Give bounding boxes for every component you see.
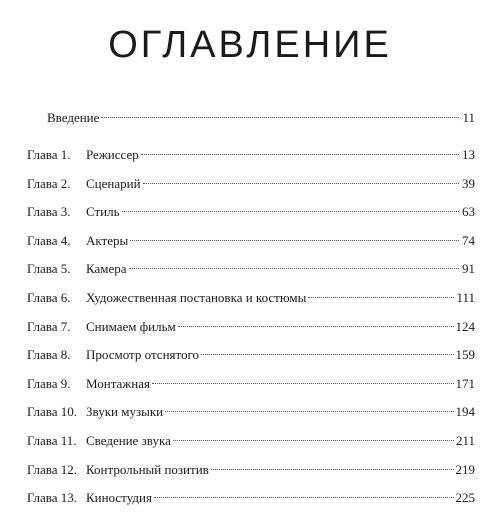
toc-entry [27, 402, 475, 422]
toc-chapter-label: Глава 13. [27, 490, 78, 506]
toc-entry-title: Снимаем фильм [86, 318, 176, 334]
toc-page-number: 211 [455, 432, 475, 448]
toc-entry [27, 145, 475, 165]
toc-page-number: 194 [455, 404, 475, 420]
toc-dot-leader [141, 154, 459, 155]
toc-entry-title: Режиссер [86, 147, 139, 162]
toc-entry-title: Киностудия [86, 490, 152, 506]
toc-page-number: 63 [462, 204, 475, 220]
toc-chapter-label: Глава 3. [27, 204, 71, 220]
toc-entry-title: Просмотр отснятого [86, 347, 200, 363]
toc-dot-leader [129, 268, 459, 269]
page-title: ОГЛАВЛЕНИЕ [108, 24, 392, 67]
toc-entry [27, 374, 475, 394]
toc-entry-title: Сценарий [86, 175, 141, 191]
toc-entry [27, 174, 475, 194]
toc-dot-leader [201, 354, 453, 355]
toc-entry-intro [27, 108, 475, 128]
toc-page-number: 124 [455, 318, 475, 334]
toc-entry-title: Камера [86, 261, 127, 277]
toc-dot-leader [165, 411, 453, 412]
toc-dot-leader [101, 117, 459, 118]
table-of-contents [27, 108, 475, 517]
toc-page-number: 171 [455, 375, 475, 391]
toc-chapter-label: Глава 11. [27, 432, 77, 448]
toc-chapter-label: Глава 12. [27, 461, 78, 477]
toc-dot-leader [152, 383, 454, 384]
toc-dot-leader [211, 469, 454, 470]
toc-chapter-label: Глава 1. [27, 147, 71, 162]
toc-page-number: 111 [456, 289, 475, 305]
toc-page-number: 225 [455, 490, 475, 506]
toc-page-number: 13 [462, 147, 475, 162]
toc-dot-leader [130, 240, 459, 241]
toc-entry-title: Сведение звука [86, 432, 171, 448]
toc-entry [27, 431, 475, 451]
toc-entry [27, 460, 475, 480]
toc-entry-title: Введение [47, 110, 100, 125]
toc-chapter-label: Глава 9. [27, 375, 71, 391]
toc-entry-title: Звуки музыки [86, 404, 164, 420]
toc-entry [27, 231, 475, 251]
toc-entry-title: Контрольный позитив [86, 461, 209, 477]
toc-dot-leader [308, 297, 454, 298]
toc-page-number: 39 [462, 175, 475, 191]
toc-dot-leader [178, 326, 454, 327]
toc-page-number: 219 [455, 461, 475, 477]
toc-page-number: 159 [455, 347, 475, 363]
toc-page-number: 91 [462, 261, 475, 277]
toc-chapter-label: Глава 10. [27, 404, 78, 420]
toc-entry [27, 488, 475, 508]
toc-entry-title: Стиль [86, 204, 120, 220]
toc-dot-leader [122, 211, 459, 212]
toc-entry [27, 202, 475, 222]
toc-page-number: 11 [462, 110, 475, 125]
toc-chapter-label: Глава 6. [27, 289, 71, 305]
toc-dot-leader [173, 440, 454, 441]
toc-chapter-label: Глава 2. [27, 175, 71, 191]
toc-dot-leader [143, 183, 459, 184]
toc-chapter-label: Глава 5. [27, 261, 71, 277]
toc-entry-title: Художественная постановка и костюмы [86, 289, 307, 305]
toc-page-number: 74 [462, 232, 475, 248]
toc-dot-leader [154, 497, 454, 498]
toc-entry-title: Актеры [86, 232, 129, 248]
toc-entry [27, 317, 475, 337]
toc-chapter-label: Глава 4. [27, 232, 71, 248]
toc-entry [27, 345, 475, 365]
toc-entry [27, 259, 475, 279]
toc-entry-title: Монтажная [86, 375, 150, 391]
toc-chapter-label: Глава 8. [27, 347, 71, 363]
toc-chapter-label: Глава 7. [27, 318, 71, 334]
toc-entry [27, 288, 475, 308]
